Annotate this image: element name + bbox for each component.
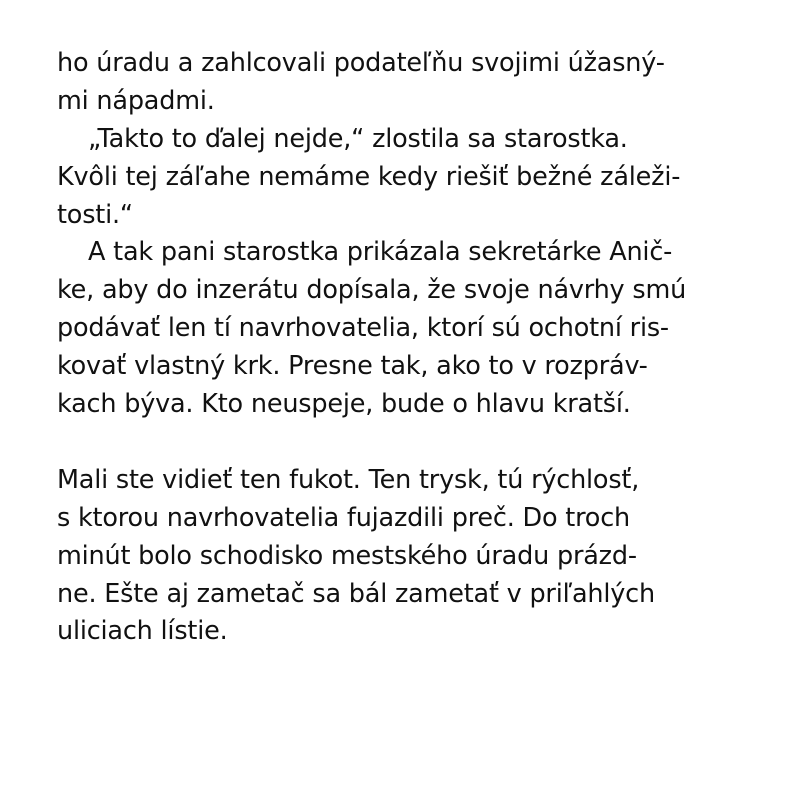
text-line: Kvôli tej záľahe nemáme kedy riešiť bežné záleži- — [57, 161, 681, 192]
paragraph-spacer — [57, 424, 757, 462]
text-line: mi nápadmi. — [57, 85, 215, 116]
text-line: „Takto to ďalej nejde,“ zlostila sa starostka. — [88, 123, 628, 154]
text-line: podávať len tí navrhovatelia, ktorí sú ochotní ris- — [57, 313, 669, 344]
text-line: ke, aby do inzerátu dopísala, že svoje návrhy smú — [57, 275, 687, 306]
paragraph-4 — [57, 462, 757, 651]
text-line: s ktorou navrhovatelia fujazdili preč. Do troch — [57, 502, 630, 533]
paragraph-3 — [57, 234, 757, 423]
text-line: kovať vlastný krk. Presne tak, ako to v rozpráv- — [57, 351, 648, 382]
text-page — [57, 45, 757, 651]
paragraph-1 — [57, 45, 757, 121]
text-line: minút bolo schodisko mestského úradu prázd- — [57, 540, 637, 571]
text-line: ne. Ešte aj zametač sa bál zametať v priľahlých — [57, 578, 655, 609]
text-line: uliciach lístie. — [57, 616, 228, 647]
text-line: kach býva. Kto neuspeje, bude o hlavu kratší. — [57, 389, 631, 420]
text-line: ho úradu a zahlcovali podateľňu svojimi úžasný- — [57, 48, 665, 78]
text-line: tosti.“ — [57, 199, 133, 230]
text-line: A tak pani starostka prikázala sekretárke Anič- — [88, 237, 673, 268]
paragraph-2 — [57, 121, 757, 235]
text-line: Mali ste vidieť ten fukot. Ten trysk, tú rýchlosť, — [57, 464, 640, 495]
